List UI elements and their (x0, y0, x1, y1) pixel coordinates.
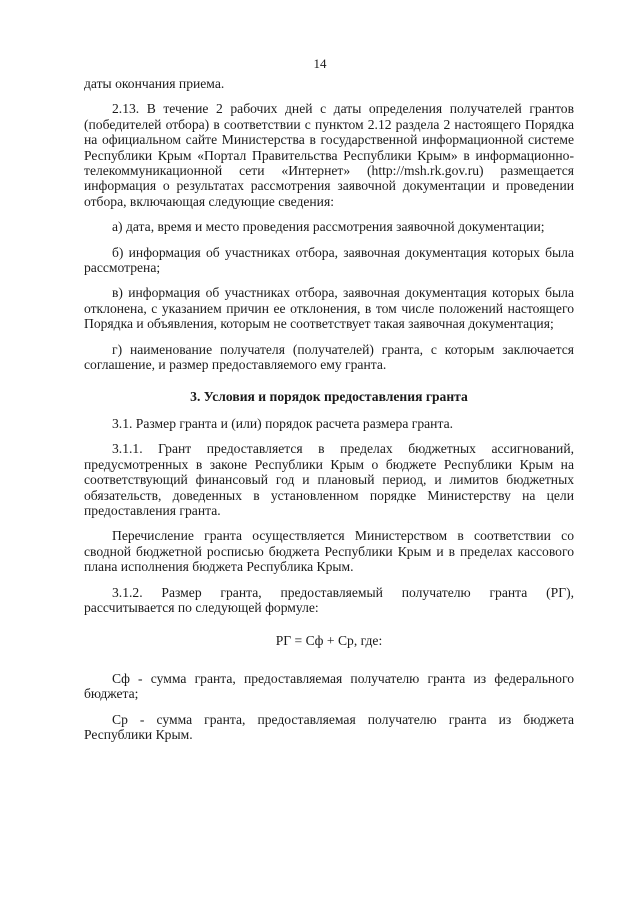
paragraph-3-1: 3.1. Размер гранта и (или) порядок расчета размера гранта. (112, 415, 453, 431)
list-item-g: г) наименование получателя (получателей) гранта, с которым заключается соглашение, и размер предоставляемого ему гранта. (84, 341, 574, 373)
paragraph-3-1-2: 3.1.2. Размер гранта, предоставляемый получателю гранта (РГ), рассчитывается по следующей формуле: (84, 584, 574, 615)
list-item-v: в) информация об участниках отбора, заявочная документация которых была отклонена, с указанием причин ее отклонения, в том числе положений настоящего Порядка и объявления, которым не соответствует такая заявочная документация; (84, 285, 574, 332)
list-item-b: б) информация об участниках отбора, заявочная документация которых была рассмотрена; (84, 244, 574, 276)
definition-sr: Ср - сумма гранта, предоставляемая получателю гранта из бюджета Республики Крым. (84, 711, 574, 742)
document-body (84, 76, 574, 752)
paragraph-continuation: даты окончания приема. (84, 76, 225, 91)
formula: РГ = Сф + Ср, где: (275, 633, 383, 649)
paragraph-3-1-1: 3.1.1. Грант предоставляется в пределах бюджетных ассигнований, предусмотренных в законе Республики Крым о бюджете Республики Крым на соответствующий финансовый год и плановый период, и лимитов бюджетных обязательств, доведенных в установленном порядке Министерству на цели предоставления гранта. (84, 441, 574, 518)
section-title: 3. Условия и порядок предоставления гранта (190, 388, 468, 404)
list-item-a: а) дата, время и место проведения рассмотрения заявочной документации; (112, 219, 545, 235)
paragraph-2-13: 2.13. В течение 2 рабочих дней с даты определения получателей грантов (победителей отбора) в соответствии с пунктом 2.12 раздела 2 настоящего Порядка на официальном сайте Министерства в государственной информационной системе Республики Крым «Портал Правительства Республики Крым» в информационно-телекоммуникационной сети «Интернет» (http://msh.rk.gov.ru) размещается информация о результатах рассмотрения заявочной документации и проведении отбора, включающая следующие сведения: (84, 101, 574, 209)
definition-sf: Сф - сумма гранта, предоставляемая получателю гранта из федерального бюджета; (84, 670, 574, 702)
page-number: 14 (313, 56, 327, 71)
paragraph-transfer: Перечисление гранта осуществляется Министерством в соответствии со сводной бюджетной росписью бюджета Республики Крым и в пределах кассового плана исполнения бюджета Республика Крым. (84, 528, 574, 575)
